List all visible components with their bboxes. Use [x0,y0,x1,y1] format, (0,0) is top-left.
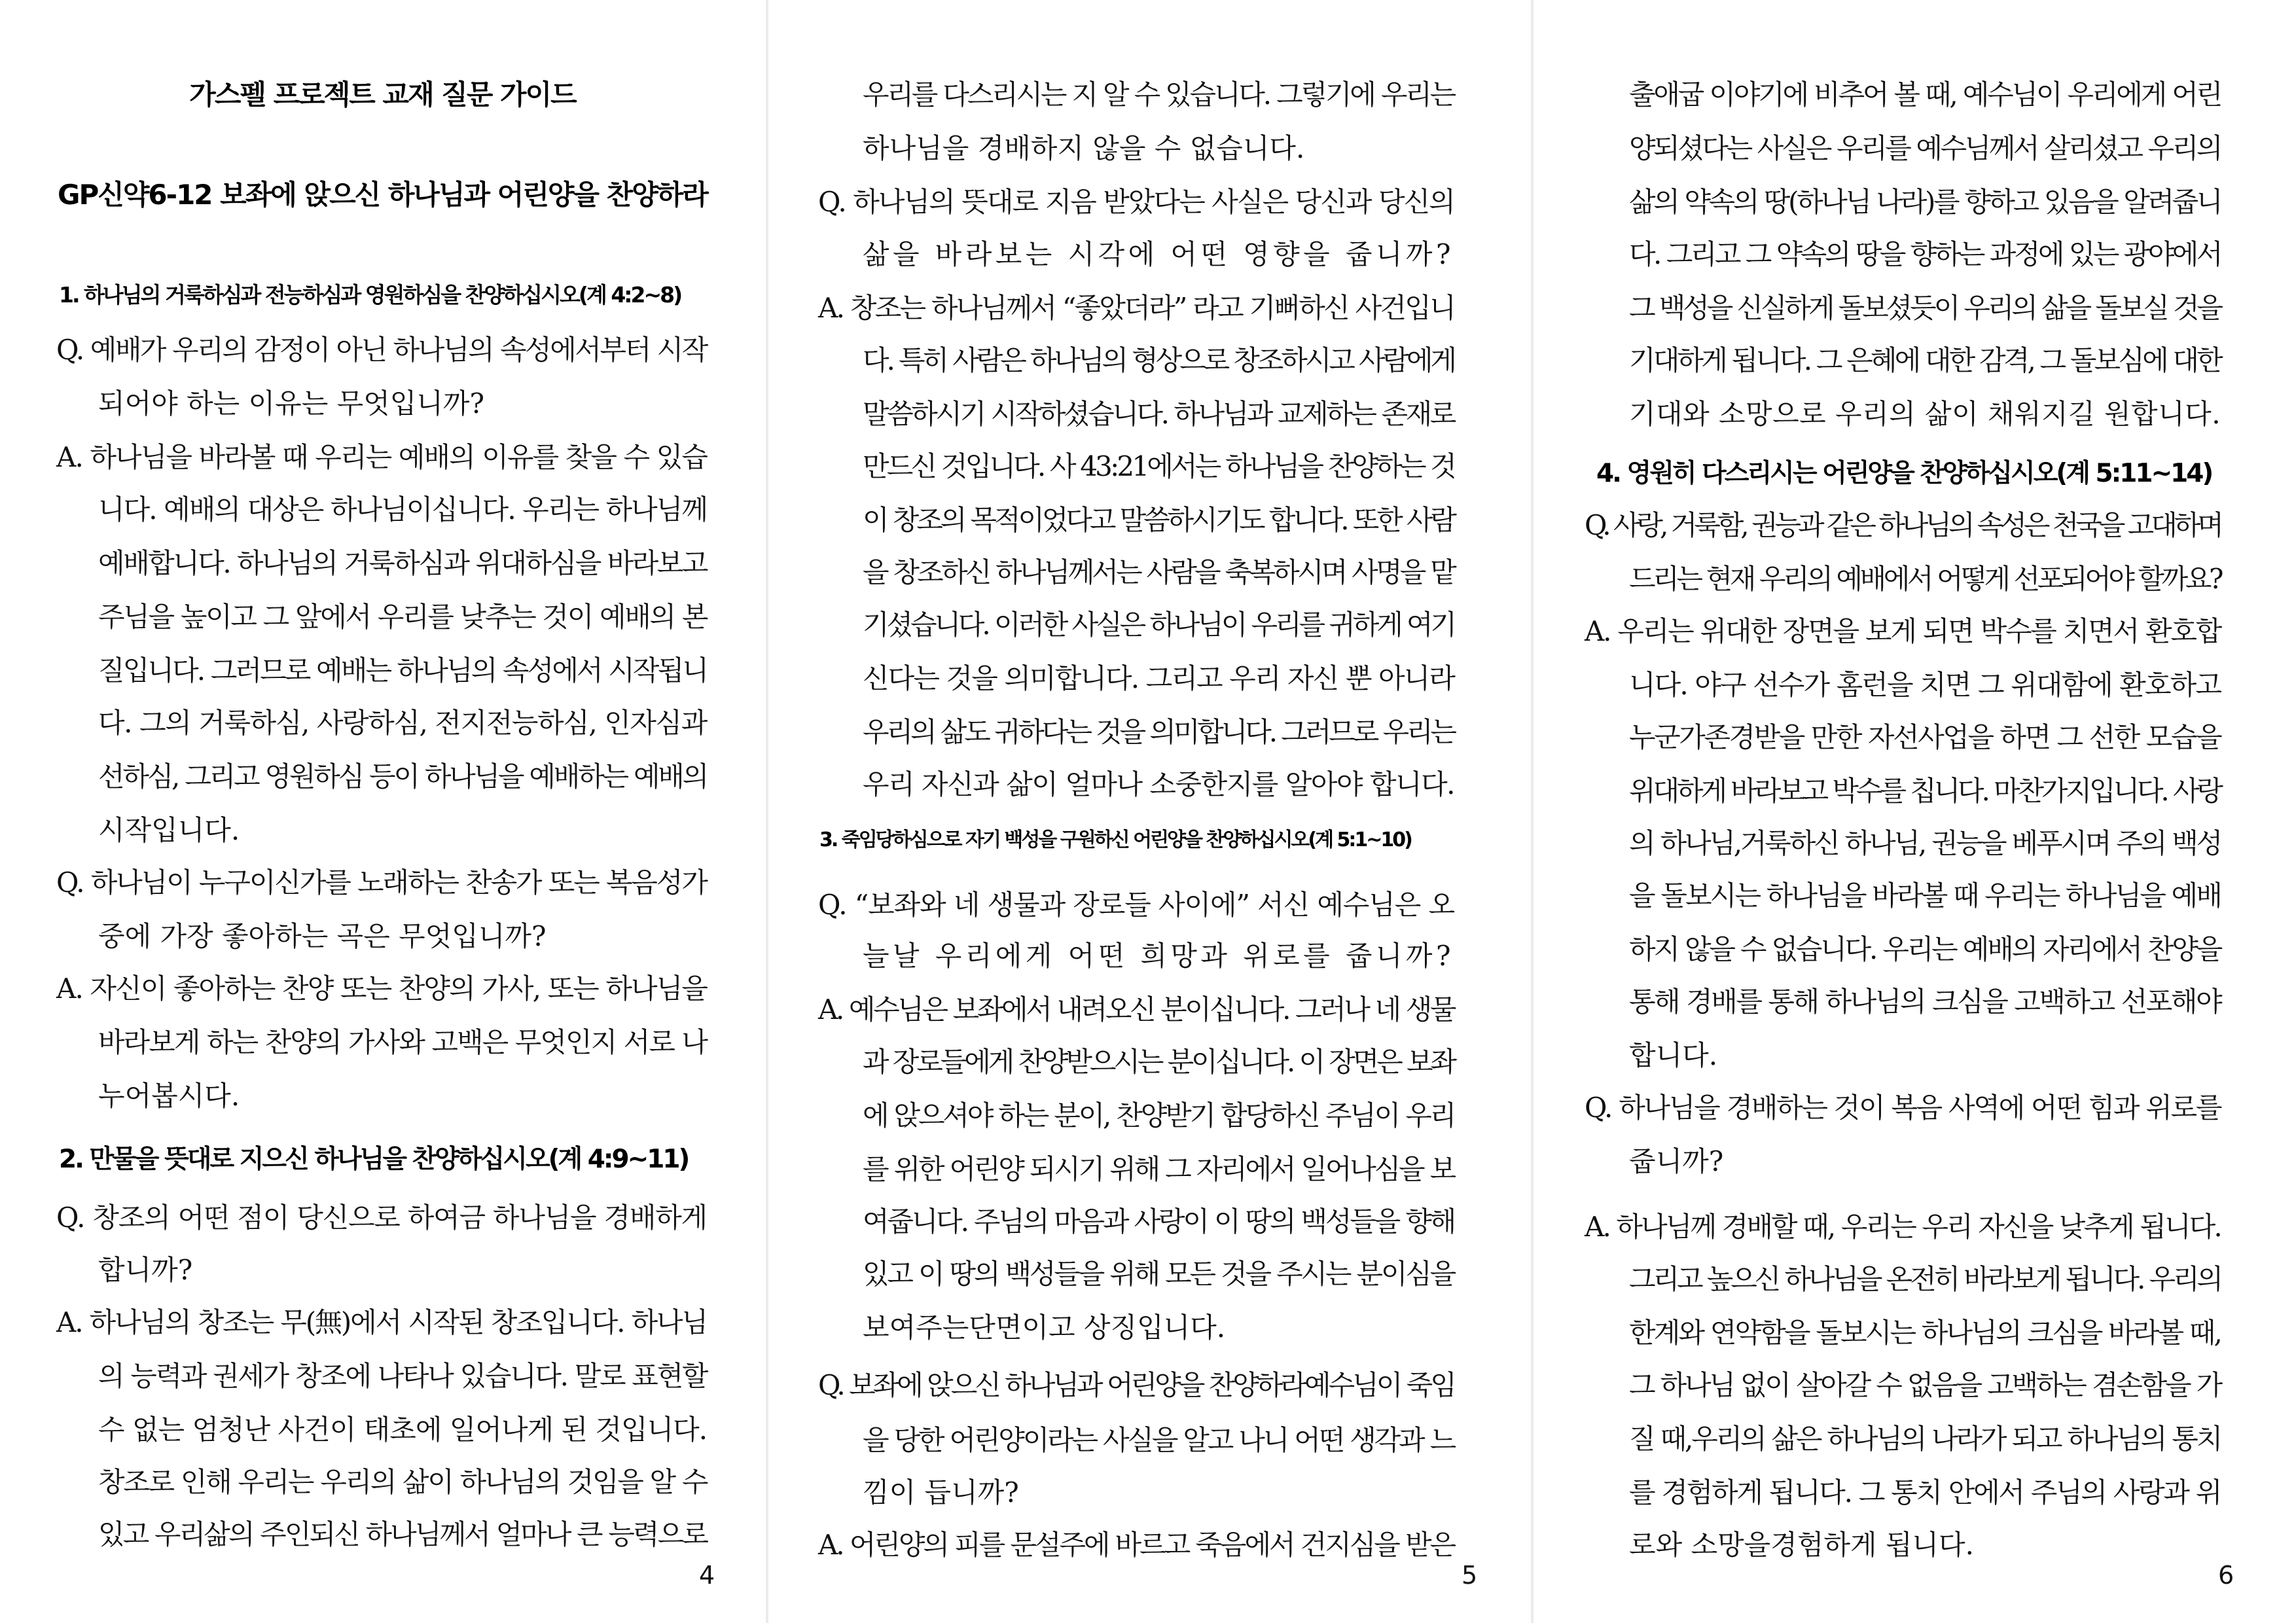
section-heading: 1. 하나님의 거룩하심과 전능하심과 영원하심을 찬양하십시오(계 4:2~8) [59,282,681,308]
body-line: 삶의 약속의 땅(하나님 나라)를 향하고 있음을 알려줍니 [1629,186,2221,218]
question-line: Q. 창조의 어떤 점이 당신으로 하여금 하나님을 경배하게 [56,1202,707,1234]
answer-line: A. 자신이 좋아하는 찬양 또는 찬양의 가사, 또는 하나님을 [56,972,708,1005]
body-line: 하나님을 경배하지 않을 수 없습니다. [863,132,1305,164]
body-line: 우리의 삶도 귀하다는 것을 의미합니다. 그러므로 우리는 [863,716,1454,748]
body-line: 출애굽 이야기에 비추어 볼 때, 예수님이 우리에게 어린 [1629,79,2221,111]
body-line: 한계와 연약함을 돌보시는 하나님의 크심을 바라볼 때, [1629,1317,2221,1349]
body-line: 그리고 높으신 하나님을 온전히 바라보게 됩니다. 우리의 [1629,1263,2221,1295]
body-line: 그 하나님 없이 살아갈 수 없음을 고백하는 겸손함을 가 [1629,1369,2221,1401]
body-line: 위대하게 바라보고 박수를 칩니다. 마찬가지입니다. 사랑 [1629,775,2221,807]
body-line: 을 창조하신 하나님께서는 사람을 축복하시며 사명을 맡 [863,556,1454,588]
body-line: 통해 경배를 통해 하나님의 크심을 고백하고 선포해야 [1629,986,2221,1018]
body-line: 만드신 것입니다. 사 43:21에서는 하나님을 찬양하는 것 [863,450,1455,482]
section-heading: 2. 만물을 뜻대로 지으신 하나님을 찬양하십시오(계 4:9~11) [59,1145,689,1174]
body-line: 하지 않을 수 없습니다. 우리는 예배의 자리에서 찬양을 [1629,933,2221,965]
body-line: 있고 이 땅의 백성들을 위해 모든 것을 주시는 분이심을 [863,1258,1454,1290]
body-line: 과 장로들에게 찬양받으시는 분이십니다. 이 장면은 보좌 [863,1046,1454,1078]
body-line: 기셨습니다. 이러한 사실은 하나님이 우리를 귀하게 여기 [863,609,1454,641]
body-line: 있고 우리삶의 주인되신 하나님께서 얼마나 큰 능력으로 [98,1518,708,1550]
body-line: 보여주는단면이고 상징입니다. [863,1311,1226,1344]
body-line: 에 앉으셔야 하는 분이, 찬양받기 합당하신 주님이 우리 [863,1099,1454,1132]
answer-line: A. 어린양의 피를 문설주에 바르고 죽음에서 건지심을 받은 [818,1529,1455,1561]
body-line: 늘날 우리에게 어떤 희망과 위로를 줍니까? [863,940,1454,972]
answer-line: A. 예수님은 보좌에서 내려오신 분이십니다. 그러나 네 생물 [818,993,1455,1026]
body-line: 다. 그의 거룩하심, 사랑하심, 전지전능하심, 인자심과 [98,707,707,739]
body-line: 질 때,우리의 삶은 하나님의 나라가 되고 하나님의 통치 [1629,1423,2221,1455]
body-line: 말씀하시기 시작하셨습니다. 하나님과 교제하는 존재로 [863,398,1454,430]
body-line: 누군가존경받을 만한 자선사업을 하면 그 선한 모습을 [1629,721,2221,753]
question-line: Q. 하나님이 누구이신가를 노래하는 찬송가 또는 복음성가 [56,866,707,899]
body-line: 신다는 것을 의미합니다. 그리고 우리 자신 뿐 아니라 [863,662,1455,694]
body-line: 바라보게 하는 찬양의 가사와 고백은 무엇인지 서로 나 [98,1026,708,1058]
body-line: 를 위한 어린양 되시기 위해 그 자리에서 일어나심을 보 [863,1153,1454,1185]
page-5 [766,0,1531,1623]
question-line: Q. 보좌에 앉으신 하나님과 어린양을 찬양하라예수님이 죽임 [818,1369,1454,1401]
body-line: 다. 특히 사람은 하나님의 형상으로 창조하시고 사람에게 [863,344,1454,376]
body-line: 의 하나님,거룩하신 하나님, 권능을 베푸시며 주의 백성 [1629,827,2221,859]
body-line: 니다. 야구 선수가 홈런을 치면 그 위대함에 환호하고 [1629,669,2221,701]
body-line: 양되셨다는 사실은 우리를 예수님께서 살리셨고 우리의 [1629,132,2221,164]
body-line: 시작입니다. [98,814,240,846]
question-line: Q. 사랑, 거룩함, 권능과 같은 하나님의 속성은 천국을 고대하며 [1585,509,2221,541]
page-6 [1531,0,2296,1623]
body-line: 다. 그리고 그 약속의 땅을 향하는 과정에 있는 광야에서 [1629,238,2221,270]
answer-line: A. 하나님께 경배할 때, 우리는 우리 자신을 낮추게 됩니다. [1585,1211,2221,1243]
body-line: 삶을 바라보는 시각에 어떤 영향을 줍니까? [863,238,1454,270]
question-line: Q. 하나님을 경배하는 것이 복음 사역에 어떤 힘과 위로를 [1585,1092,2221,1124]
body-line: 되어야 하는 이유는 무엇입니까? [98,387,485,419]
body-line: 낌이 듭니까? [863,1476,1019,1508]
body-line: 그 백성을 신실하게 돌보셨듯이 우리의 삶을 돌보실 것을 [1629,292,2221,324]
lesson-title: GP신약6-12 보좌에 앉으신 하나님과 어린양을 찬양하라 [58,179,708,211]
body-line: 여줍니다. 주님의 마음과 사랑이 이 땅의 백성들을 향해 [863,1205,1454,1238]
section-heading: 4. 영원히 다스리시는 어린양을 찬양하십시오(계 5:11~14) [1596,459,2212,488]
answer-line: A. 우리는 위대한 장면을 보게 되면 박수를 치면서 환호합 [1585,615,2221,647]
body-line: 우리를 다스리시는 지 알 수 있습니다. 그렇기에 우리는 [863,79,1454,111]
body-line: 이 창조의 목적이었다고 말씀하시기도 합니다. 또한 사람 [863,504,1454,536]
body-line: 의 능력과 권세가 창조에 나타나 있습니다. 말로 표현할 [98,1360,708,1392]
body-line: 창조로 인해 우리는 우리의 삶이 하나님의 것임을 알 수 [98,1466,708,1498]
body-line: 질입니다. 그러므로 예배는 하나님의 속성에서 시작됩니 [98,654,708,687]
body-line: 중에 가장 좋아하는 곡은 무엇입니까? [98,920,547,952]
body-line: 드리는 현재 우리의 예배에서 어떻게 선포되어야 할까요? [1629,563,2221,595]
body-line: 주님을 높이고 그 앞에서 우리를 낮추는 것이 예배의 본 [98,601,708,633]
body-line: 기대와 소망으로 우리의 삶이 채워지길 원합니다. [1629,398,2221,430]
body-line: 를 경험하게 됩니다. 그 통치 안에서 주님의 사랑과 위 [1629,1476,2221,1508]
body-line: 니다. 예배의 대상은 하나님이십니다. 우리는 하나님께 [98,493,708,526]
body-line: 을 돌보시는 하나님을 바라볼 때 우리는 하나님을 예배 [1629,880,2221,912]
body-line: 예배합니다. 하나님의 거룩하심과 위대하심을 바라보고 [98,547,707,579]
answer-line: A. 하나님의 창조는 무(無)에서 시작된 창조입니다. 하나님 [56,1306,707,1338]
body-line: 수 없는 엄청난 사건이 태초에 일어나게 된 것입니다. [98,1414,708,1446]
question-line: Q. 하나님의 뜻대로 지음 받았다는 사실은 당신과 당신의 [818,186,1454,218]
body-line: 합니다. [1629,1039,1718,1071]
answer-line: A. 하나님을 바라볼 때 우리는 예배의 이유를 찾을 수 있습 [56,441,708,473]
body-line: 선하심, 그리고 영원하심 등이 하나님을 예배하는 예배의 [98,760,708,793]
page-number: 6 [2218,1561,2234,1590]
body-line: 기대하게 됩니다. 그 은혜에 대한 감격, 그 돌보심에 대한 [1629,344,2221,376]
body-line: 을 당한 어린양이라는 사실을 알고 나니 어떤 생각과 느 [863,1424,1454,1456]
body-line: 로와 소망을경험하게 됩니다. [1629,1529,1974,1561]
document-title: 가스펠 프로젝트 교재 질문 가이드 [189,79,576,111]
section-heading: 3. 죽임당하심으로 자기 백성을 구원하신 어린양을 찬양하십시오(계 5:1~10) [819,829,1411,851]
body-line: 누어봅시다. [98,1080,240,1112]
page-number: 5 [1462,1561,1478,1590]
page-number: 4 [699,1561,715,1590]
page-4 [0,0,765,1623]
question-line: Q. “보좌와 네 생물과 장로들 사이에” 서신 예수님은 오 [818,889,1455,921]
body-line: 합니까? [98,1254,193,1286]
body-line: 우리 자신과 삶이 얼마나 소중한지를 알아야 합니다. [863,768,1455,800]
question-line: Q. 예배가 우리의 감정이 아닌 하나님의 속성에서부터 시작 [56,334,707,366]
answer-line: A. 창조는 하나님께서 “좋았더라” 라고 기뻐하신 사건입니 [818,292,1454,324]
body-line: 줍니까? [1629,1145,1724,1177]
